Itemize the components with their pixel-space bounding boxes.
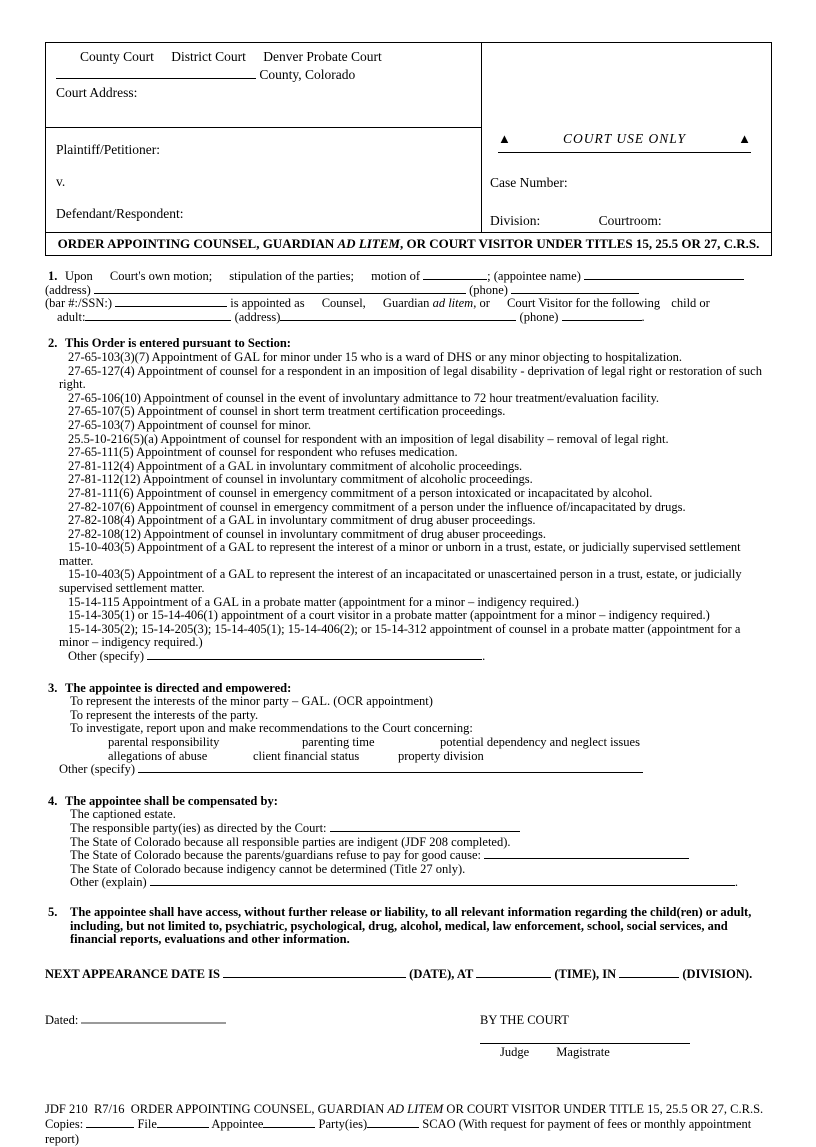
section-2-other-field[interactable] [147,650,482,660]
topic-client-financial-status: client financial status [253,748,360,763]
court-type-options [56,49,471,65]
section-1-line-4 [45,311,772,325]
section-2 [45,337,772,663]
statute-item: 27-82-108(12) Appointment of counsel in involuntary commitment of drug abuser proceedings. [68,526,547,541]
bar-ssn-label: (bar #:/SSN:) [45,296,113,311]
judge-magistrate-row [500,1046,610,1060]
appointee-copy-field[interactable] [263,1118,315,1128]
section-1 [45,270,772,324]
court-use-only-banner [498,131,751,153]
copies-label: Copies: [45,1117,84,1132]
statute-item: 15-10-403(5) Appointment of a GAL to represent the interest of an incapacitated or unascertained person in a trust, estate, or judicially supervised settlement matter. [59,567,742,596]
appointee-copy-label: Appointee [211,1117,264,1132]
section-4-number: 4. [48,793,58,808]
form-title-ad-litem: AD LITEM [337,236,400,251]
form-footer [45,1102,772,1147]
court-use-panel [481,43,771,232]
caption-box [45,42,772,233]
section-4-heading: The appointee shall be compensated by: [65,793,278,808]
form-title [45,233,772,256]
dated-label: Dated: [45,1013,79,1028]
next-appearance-row [45,968,772,982]
topic-allegations-of-abuse: allegations of abuse [108,748,208,763]
section-3 [45,682,772,777]
plaintiff-label: Plaintiff/Petitioner: [56,142,160,157]
statute-item: 27-65-106(10) Appointment of counsel in the event of involuntary admittance to 72 hour treatment/evaluation facility. [68,390,660,405]
county-name-field[interactable] [56,69,256,79]
empowered-item: To represent the interests of the party. [70,707,259,722]
motion-of-label: motion of [371,269,421,283]
empowered-item: To investigate, report upon and make recommendations to the Court concerning: [70,721,473,736]
section-4-heading-row [45,795,772,809]
appointee-name-label: ; (appointee name) [487,269,581,283]
compensation-item-row [45,822,772,836]
statute-item: 27-81-111(6) Appointment of counsel in emergency commitment of a person intoxicated or incapacitated by alcohol. [68,485,653,500]
investigate-row-1 [45,736,772,750]
phone2-field[interactable] [562,311,642,321]
statute-item: 27-82-107(6) Appointment of counsel in emergency commitment of a person under the influence of/incapacitated by drugs. [68,499,686,514]
triangle-right-icon: ▲ [738,131,751,146]
triangle-left-icon: ▲ [498,131,511,146]
case-number-label: Case Number: [490,175,568,190]
adult-label: adult: [57,309,86,324]
own-motion-label: Court's own motion; [109,269,213,283]
compensation-item: The State of Colorado because indigency cannot be determined (Title 27 only). [70,861,466,876]
statute-item: 27-65-103(7) Appointment of counsel for minor. [68,417,312,432]
compensation-item-row [45,849,772,863]
address2-label: (address) [234,309,281,324]
next-appearance-label: NEXT APPEARANCE DATE IS [45,966,220,981]
section-1-number: 1. [48,269,58,283]
compensation-item: The captioned estate. [70,807,176,822]
address-label: (address) [45,282,91,297]
section-2-other-row [45,650,772,664]
motion-of-field[interactable] [423,270,487,280]
judge-signature-line[interactable] [480,1043,690,1044]
address-field[interactable] [94,284,466,294]
topic-parental-responsibility: parental responsibility [108,735,220,749]
county-suffix: County, Colorado [256,67,356,82]
compensation-other-period: . [734,875,738,890]
section-3-heading-row [45,682,772,696]
statute-item: 25.5-10-216(5)(a) Appointment of counsel for respondent with an imposition of legal disability – removal of legal right. [68,431,669,446]
appointee-name-field[interactable] [584,270,744,280]
judge-label: Judge [500,1045,530,1060]
statute-item: 15-14-305(1) or 15-14-406(1) appointment of a court visitor in a probate matter (appointment for a minor – indigency required.) [68,608,710,623]
appointed-as-label: is appointed as [230,296,305,311]
section-3-number: 3. [48,680,58,695]
court-address-label: Court Address: [56,85,138,100]
topic-property-division: property division [398,748,484,763]
dated-field[interactable] [81,1014,226,1024]
dated-row [45,1014,226,1028]
file-label: File [137,1117,157,1132]
division-suffix-label: (DIVISION). [682,966,753,981]
section-5 [45,906,772,947]
statute-item: 27-81-112(4) Appointment of a GAL in involuntary commitment of alcoholic proceedings. [68,458,523,473]
statute-item: 15-10-403(5) Appointment of a GAL to represent the interest of a minor or unborn in a trust, estate, or judicially supervised settlement matter. [59,540,741,568]
scao-label: SCAO (With request for payment of fees or monthly appointment report) [45,1117,752,1147]
statute-item: 27-65-127(4) Appointment of counsel for a respondent in an imposition of legal disability - deprivation of legal right or restoration of such right. [59,363,762,392]
address2-field[interactable] [280,311,516,321]
compensation-other-row [45,876,772,890]
section-3-other-field[interactable] [138,763,643,773]
caption-court-info [46,43,481,232]
bar-ssn-field[interactable] [115,297,227,307]
statute-item: 27-65-111(5) Appointment of counsel for respondent who refuses medication. [68,445,458,460]
courtroom-label: Courtroom: [598,213,662,228]
time-suffix-label: (TIME), IN [554,966,617,981]
phone-label: (phone) [469,282,508,297]
statute-item: 27-65-107(5) Appointment of counsel in short term treatment certification proceedings. [68,404,506,419]
adult-name-field[interactable] [85,311,231,321]
parties-copy-field[interactable] [367,1118,419,1128]
statute-item: 27-81-112(12) Appointment of counsel in involuntary commitment of alcoholic proceedings. [68,472,533,487]
section-1-line-3 [45,297,772,311]
compensation-item: The State of Colorado because the parents/guardians refuse to pay for good cause: [70,848,481,863]
section-2-heading-row [45,337,772,351]
section-2-heading: This Order is entered pursuant to Section: [65,336,291,351]
next-appearance-division-field[interactable] [619,968,679,978]
next-appearance-time-field[interactable] [476,968,551,978]
section-3-other-row [45,763,772,777]
statute-item: 15-14-305(2); 15-14-205(3); 15-14-405(1); 15-14-406(2); or 15-14-312 appointment of counsel in a probate matter (appointment for a minor – indigency required.) [59,621,741,650]
upon-label: Upon [65,269,93,283]
good-cause-field[interactable] [484,849,689,859]
footer-line1-pre: JDF 210 R7/16 ORDER APPOINTING COUNSEL, GUARDIAN [45,1102,388,1117]
compensation-other-label: Other (explain) [70,875,147,890]
counsel-label: Counsel, [321,296,366,311]
file-field[interactable] [157,1118,209,1128]
stipulation-label: stipulation of the parties; [229,269,354,283]
statute-item: 27-82-108(4) Appointment of a GAL in involuntary commitment of drug abuser proceedings. [68,513,536,528]
phone2-label: (phone) [519,309,559,324]
compensation-item: The State of Colorado because all responsible parties are indigent (JDF 208 completed). [70,834,511,849]
section-5-number: 5. [48,904,58,919]
option-county-court: County Court [80,49,154,64]
date-suffix-label: (DATE), AT [409,966,474,981]
court-use-only-label: COURT USE ONLY [562,131,686,146]
section-3-other-label: Other (specify) [59,762,136,777]
topic-dependency-neglect: potential dependency and neglect issues [440,735,640,749]
section-2-number: 2. [48,336,58,351]
section-1-period: . [641,309,645,324]
section-1-line-1 [45,270,772,284]
phone-field[interactable] [511,284,639,294]
empowered-item: To represent the interests of the minor party – GAL. (OCR appointment) [70,694,433,709]
ad-litem-label: ad litem [432,296,474,311]
responsible-party-field[interactable] [330,822,520,832]
caption-divider [46,127,481,128]
compensation-item: The responsible party(ies) as directed by the Court: [70,820,327,835]
division-courtroom-row [490,213,662,229]
child-or-label: child or [671,296,710,311]
section-2-other-period: . [482,649,486,664]
form-title-pre: ORDER APPOINTING COUNSEL, GUARDIAN [57,236,338,251]
topic-parenting-time: parenting time [302,735,375,749]
signature-area [45,1014,772,1084]
court-visitor-label: Court Visitor for the following [506,296,661,311]
section-4 [45,795,772,890]
investigate-row-2 [45,750,772,764]
statute-item: 27-65-103(3)(7) Appointment of GAL for minor under 15 who is a ward of DHS or any minor objecting to hospitalization. [68,349,683,364]
footer-form-id-line [45,1102,772,1117]
section-5-text: The appointee shall have access, without further release or liability, to all relevant information regarding the child(ren) or adult, including, but not limited to, psychiatric, psychological, drug, alcohol, medical, law enforcement, school, social services, and financial reports, evaluations and other information. [70,904,752,947]
footer-copies-line [45,1117,772,1147]
footer-line1-post: OR COURT VISITOR UNDER TITLE 15, 25.5 OR 27, C.R.S. [443,1102,764,1117]
compensation-other-field[interactable] [150,876,735,886]
option-district-court: District Court [171,49,246,64]
division-label: Division: [490,213,541,228]
parties-copy-label: Party(ies) [318,1117,368,1132]
section-3-heading: The appointee is directed and empowered: [65,680,292,695]
county-line [56,67,471,83]
form-title-post: , OR COURT VISITOR UNDER TITLES 15, 25.5 OR 27, C.R.S. [399,236,760,251]
copies-count-field[interactable] [86,1118,134,1128]
footer-ad-litem: AD LITEM [387,1102,444,1117]
guardian-label: Guardian [382,296,433,311]
section-1-line-2 [45,284,772,298]
next-appearance-date-field[interactable] [223,968,406,978]
section-2-other-label: Other (specify) [68,649,145,664]
defendant-label: Defendant/Respondent: [56,206,184,221]
versus-label: v. [56,174,66,189]
statute-item: 15-14-115 Appointment of a GAL in a probate matter (appointment for a minor – indigency required.) [68,594,579,609]
by-the-court-label: BY THE COURT [480,1013,569,1028]
option-denver-probate-court: Denver Probate Court [263,49,382,64]
magistrate-label: Magistrate [556,1045,610,1060]
guardian-or-label: , or [473,296,490,311]
